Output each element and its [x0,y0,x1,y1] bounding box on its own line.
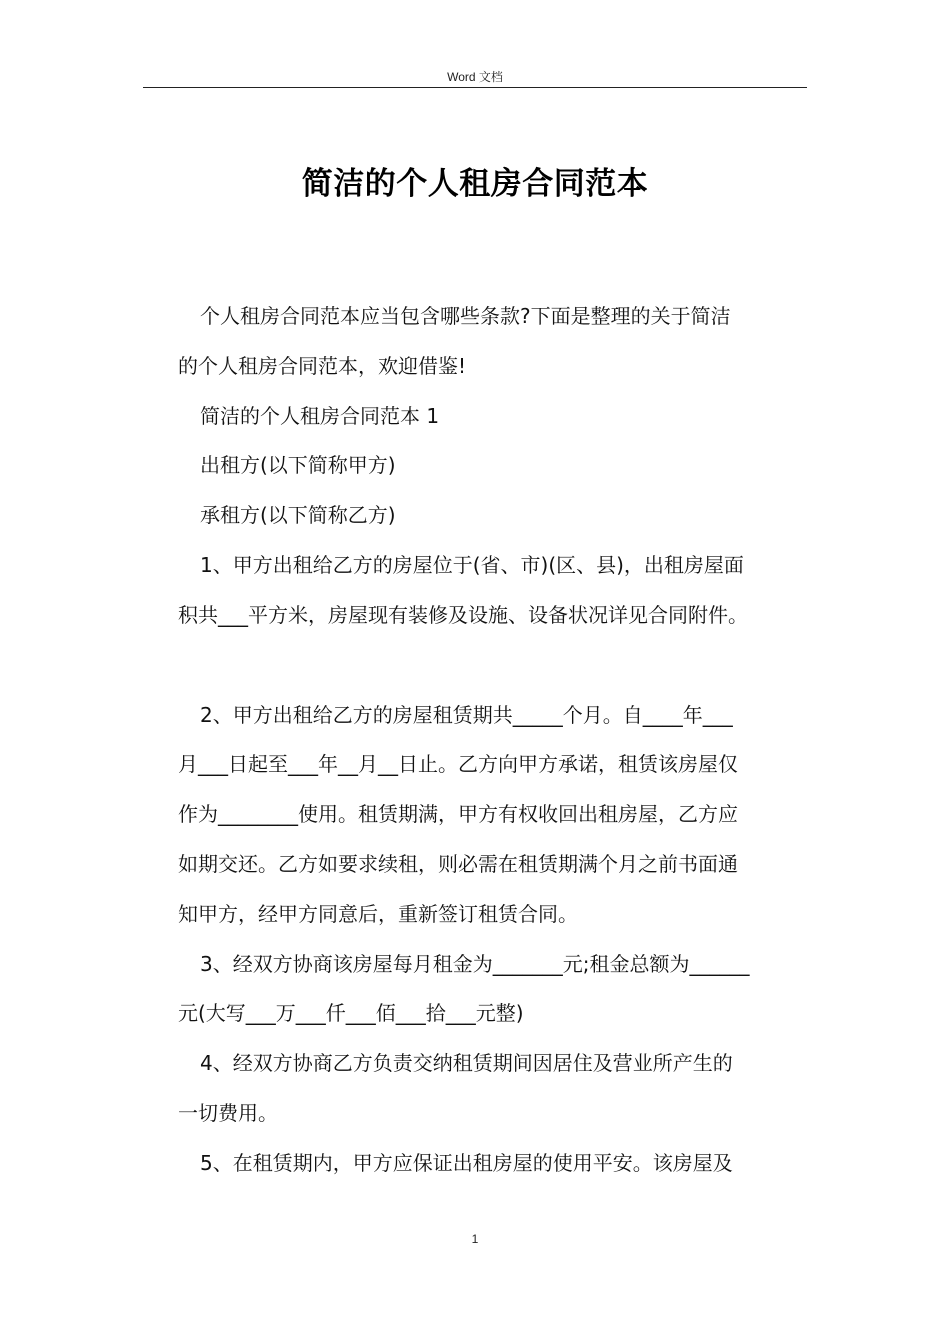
clause-2-line-1: 2、甲方出租给乙方的房屋租赁期共_____个月。自____年___ [200,702,733,727]
clause-2-line-2: 月___日起至___年__月__日止。乙方向甲方承诺，租赁该房屋仅 [178,752,738,777]
page-header: Word 文档 [447,70,503,84]
page-number: 1 [471,1232,479,1246]
party-b-line: 承租方(以下简称乙方) [200,503,396,528]
section-heading: 简洁的个人租房合同范本 1 [200,403,440,428]
header-divider [143,87,807,88]
clause-2-line-4: 如期交还。乙方如要求续租，则必需在租赁期满个月之前书面通 [178,851,738,876]
paragraph-gap [178,641,808,691]
clause-4-line-2: 一切费用。 [178,1100,278,1125]
clause-5-line-1: 5、在租赁期内，甲方应保证出租房屋的使用平安。该房屋及 [200,1150,733,1175]
clause-3-line-2: 元(大写___万___仟___佰___拾___元整) [178,1001,524,1026]
party-a-line: 出租方(以下简称甲方) [200,453,396,478]
document-body [178,292,808,1189]
clause-3-line-1: 3、经双方协商该房屋每月租金为_______元;租金总额为______ [200,951,750,976]
intro-line-1: 个人租房合同范本应当包含哪些条款?下面是整理的关于简洁 [200,304,731,328]
intro-line-2: 的个人租房合同范本，欢迎借鉴! [178,353,467,378]
clause-2-line-5: 知甲方，经甲方同意后，重新签订租赁合同。 [178,901,578,926]
clause-4-line-1: 4、经双方协商乙方负责交纳租赁期间因居住及营业所产生的 [200,1051,733,1076]
document-title: 简洁的个人租房合同范本 [301,166,649,202]
clause-1-line-2: 积共___平方米，房屋现有装修及设施、设备状况详见合同附件。 [178,602,748,627]
clause-1-line-1: 1、甲方出租给乙方的房屋位于(省、市)(区、县)，出租房屋面 [200,552,744,577]
clause-2-line-3: 作为________使用。租赁期满，甲方有权收回出租房屋，乙方应 [178,802,738,827]
